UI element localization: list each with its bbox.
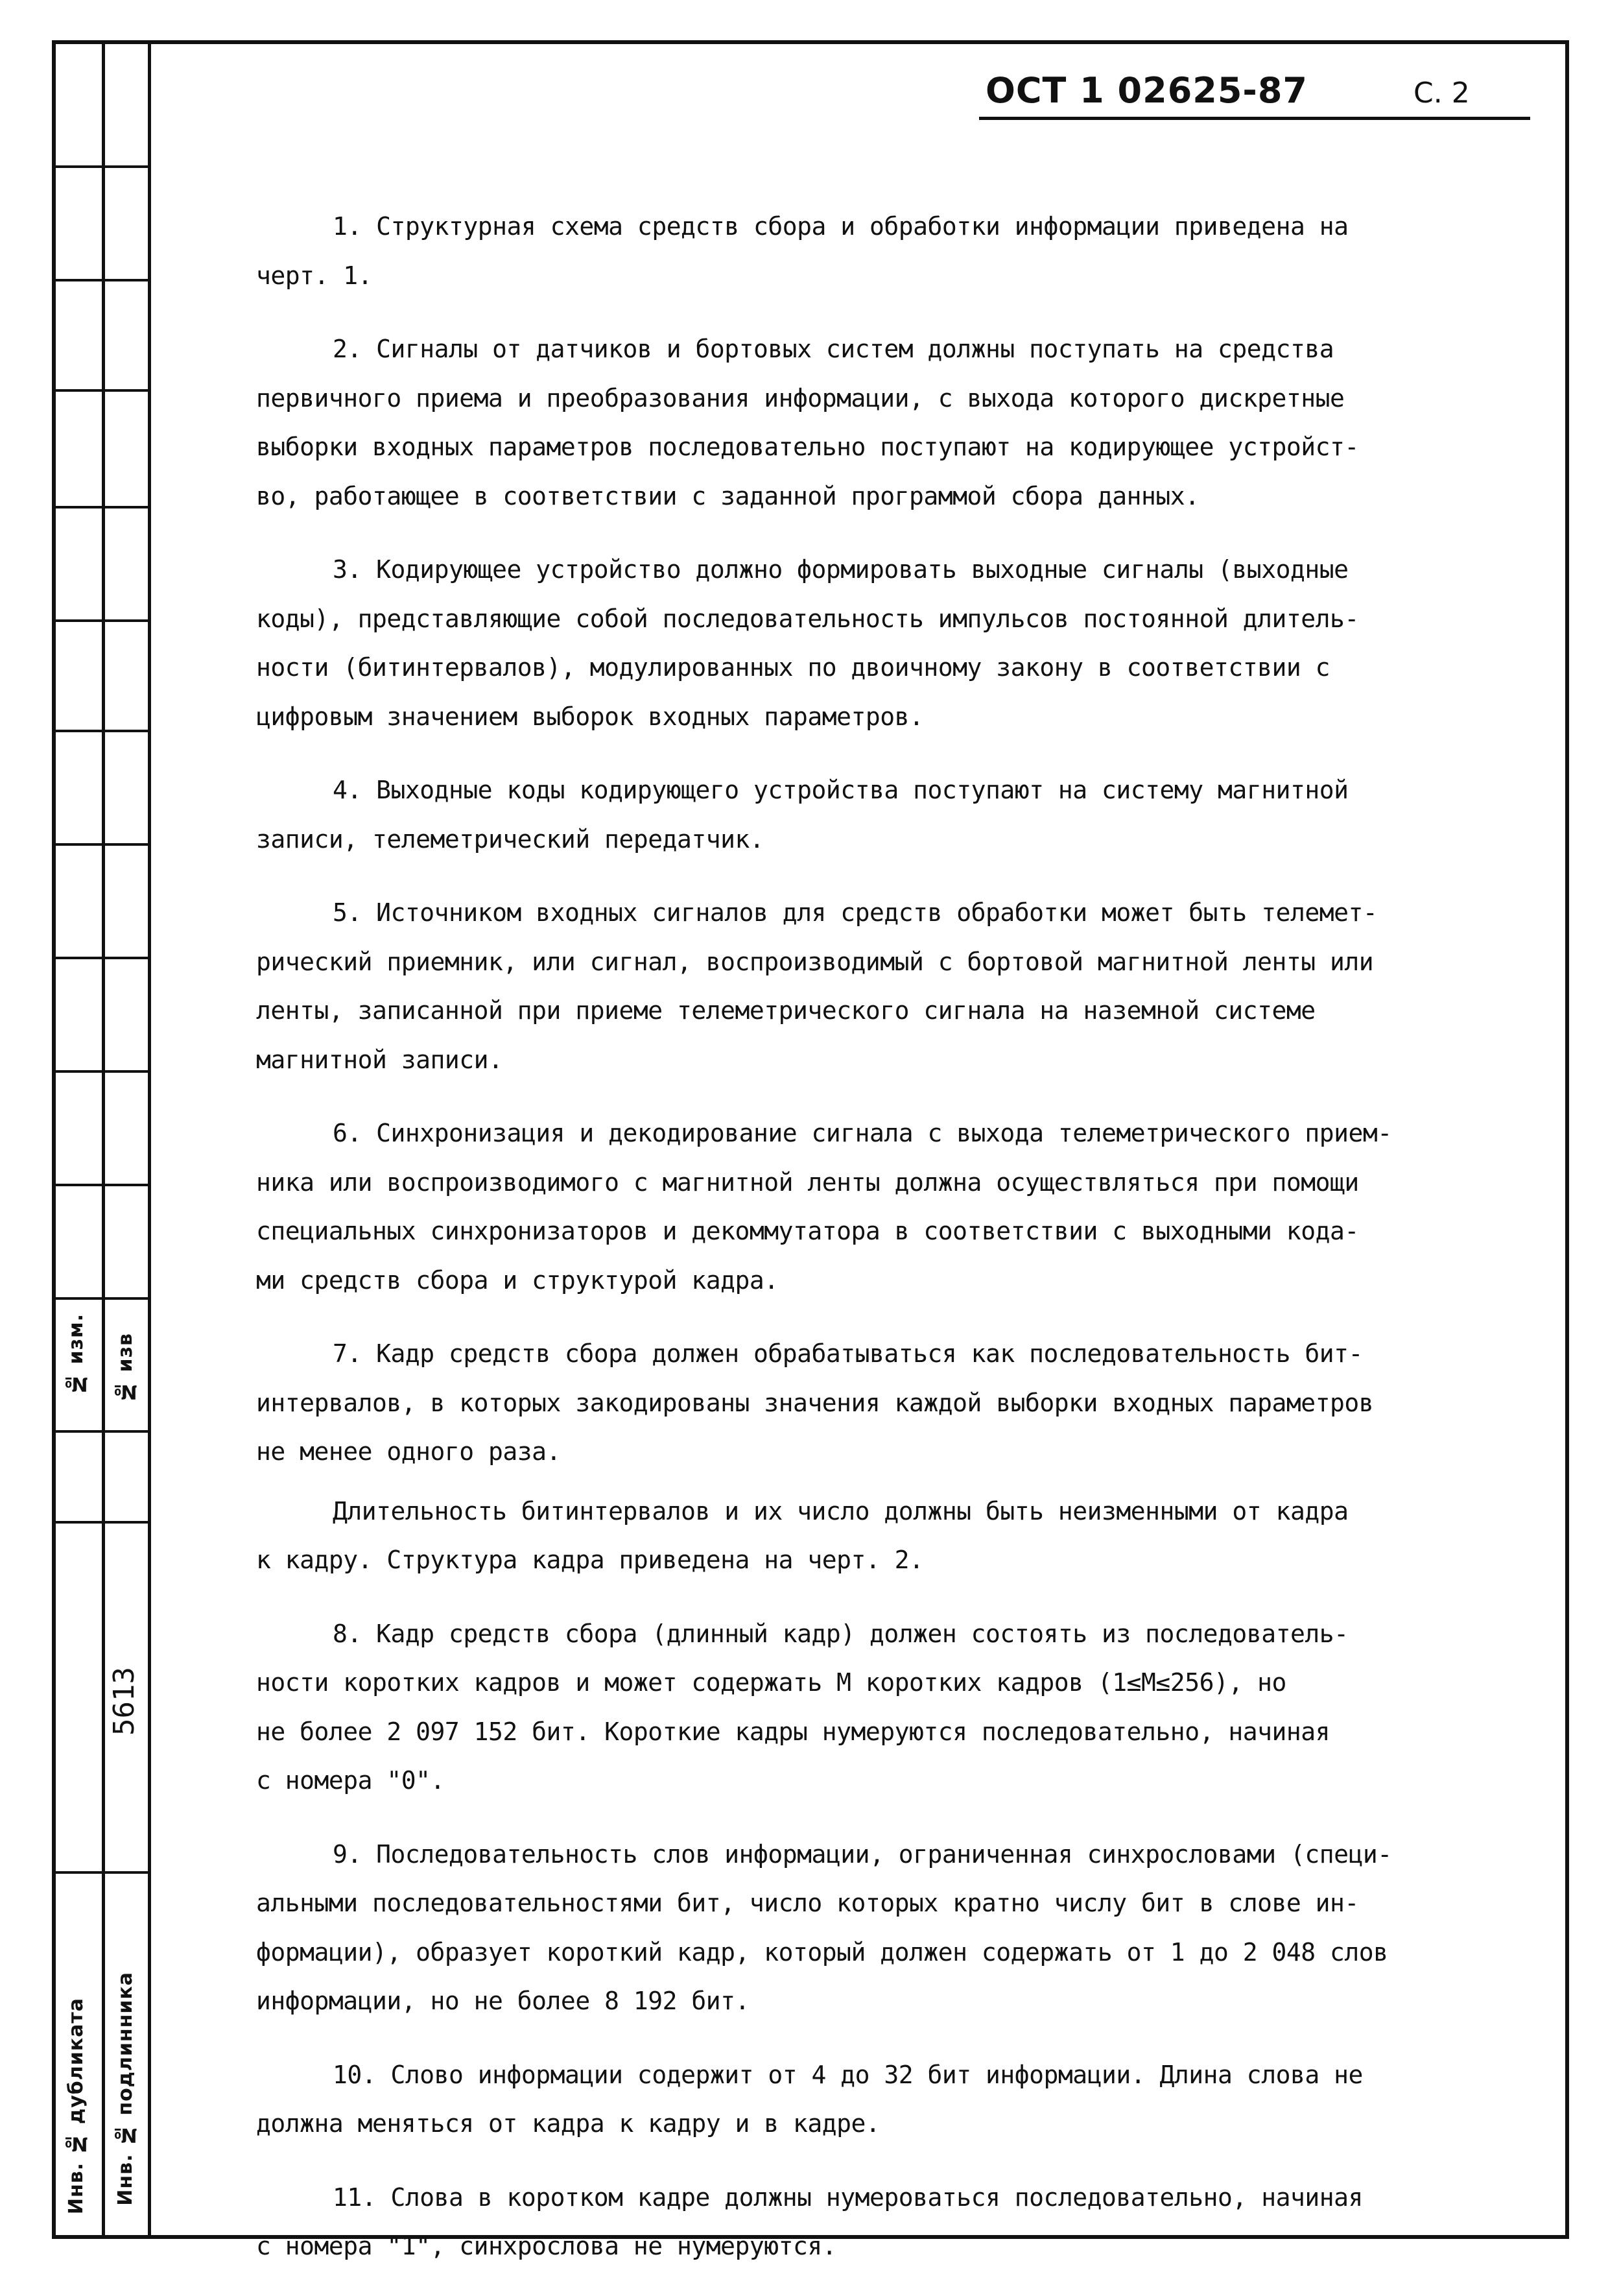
stamp-row-line bbox=[52, 389, 149, 392]
stamp-row-line bbox=[52, 506, 149, 508]
stamp-label-notice-no: № изв bbox=[114, 1333, 137, 1403]
stamp-row-line bbox=[52, 165, 149, 168]
stamp-column-divider bbox=[102, 40, 105, 2239]
paragraph-8: 8. Кадр средств сбора (длинный кадр) должен состоять из последователь- ности коротких кадров и может содержать M коротких кадров (1≤M≤256), но не более 2 097 152 бит. Короткие кадры нумеруются последовательно, начиная с номера "0". bbox=[256, 1619, 1349, 1795]
stamp-row-line bbox=[52, 1871, 149, 1874]
stamp-row-line bbox=[52, 1521, 149, 1524]
stamp-row-line bbox=[52, 957, 149, 959]
stamp-column-border bbox=[148, 40, 151, 2239]
paragraph-10: 10. Слово информации содержит от 4 до 32 бит информации. Длина слова не должна меняться от кадра к кадру и в кадре. bbox=[256, 2060, 1363, 2138]
paragraph-6: 6. Синхронизация и декодирование сигнала с выхода телеметрического прием- ника или воспроизводимого с магнитной ленты должна осуществляться при помощи специальных синхронизаторов и декоммутатора в соответствии с выходными кода- ми средств сбора и структурой кадра. bbox=[256, 1119, 1392, 1295]
paragraph-11: 11. Слова в коротком кадре должны нумероваться последовательно, начиная с номера "1", синхрослова не нумеруются. bbox=[256, 2182, 1363, 2260]
paragraph-7: 7. Кадр средств сбора должен обрабатываться как последовательность бит- интервалов, в которых закодированы значения каждой выборки входных параметров не менее одного раза. bbox=[256, 1339, 1374, 1466]
header-underline bbox=[979, 117, 1530, 120]
stamp-row-line bbox=[52, 1430, 149, 1433]
page-number: С. 2 bbox=[1413, 77, 1470, 110]
stamp-row-line bbox=[52, 730, 149, 732]
stamp-label-change-no: № изм. bbox=[65, 1313, 88, 1395]
stamp-label-duplicate-inv: Инв. № дубликата bbox=[65, 1998, 88, 2215]
document-code: ОСТ 1 02625-87 bbox=[986, 70, 1308, 111]
stamp-row-line bbox=[52, 843, 149, 846]
stamp-row-line bbox=[52, 1297, 149, 1300]
paragraph-4: 4. Выходные коды кодирующего устройства поступают на систему магнитной записи, телеметрический передатчик. bbox=[256, 776, 1349, 854]
paragraph-3: 3. Кодирующее устройство должно формировать выходные сигналы (выходные коды), представляющие собой последовательность импульсов постоянной длитель- ности (битинтервалов), модулированных по двоичному закону в соответствии с цифровым значением выборок входных параметров. bbox=[256, 555, 1359, 731]
paragraph-7-continued: Длительность битинтервалов и их число должны быть неизменными от кадра к кадру. Структура кадра приведена на черт. 2. bbox=[256, 1496, 1349, 1574]
paragraph-5: 5. Источником входных сигналов для средств обработки может быть телемет- рический приемник, или сигнал, воспроизводимый с бортовой магнитной ленты или ленты, записанной при приеме телеметрического сигнала на наземной системе магнитной записи. bbox=[256, 898, 1378, 1074]
stamp-row-line bbox=[52, 619, 149, 622]
paragraph-1: 1. Структурная схема средств сбора и обработки информации приведена на черт. 1. bbox=[256, 212, 1349, 290]
stamp-inventory-number: 5613 bbox=[108, 1667, 141, 1736]
document-body bbox=[256, 202, 1469, 2296]
stamp-row-line bbox=[52, 1184, 149, 1186]
stamp-label-original-inv: Инв. № подлинника bbox=[114, 1972, 137, 2206]
paragraph-9: 9. Последовательность слов информации, ограниченная синхрословами (специ- альными последовательностями бит, число которых кратно числу бит в слове ин- формации), образует короткий кадр, который должен содержать от 1 до 2 048 слов информации, но не более 8 192 бит. bbox=[256, 1839, 1392, 2015]
stamp-row-line bbox=[52, 279, 149, 281]
stamp-row-line bbox=[52, 1070, 149, 1073]
paragraph-2: 2. Сигналы от датчиков и бортовых систем должны поступать на средства первичного приема и преобразования информации, с выхода которого дискретные выборки входных параметров последовательно поступают на кодирующее устройст- во, работающее в соответствии с заданной программой сбора данных. bbox=[256, 335, 1359, 510]
